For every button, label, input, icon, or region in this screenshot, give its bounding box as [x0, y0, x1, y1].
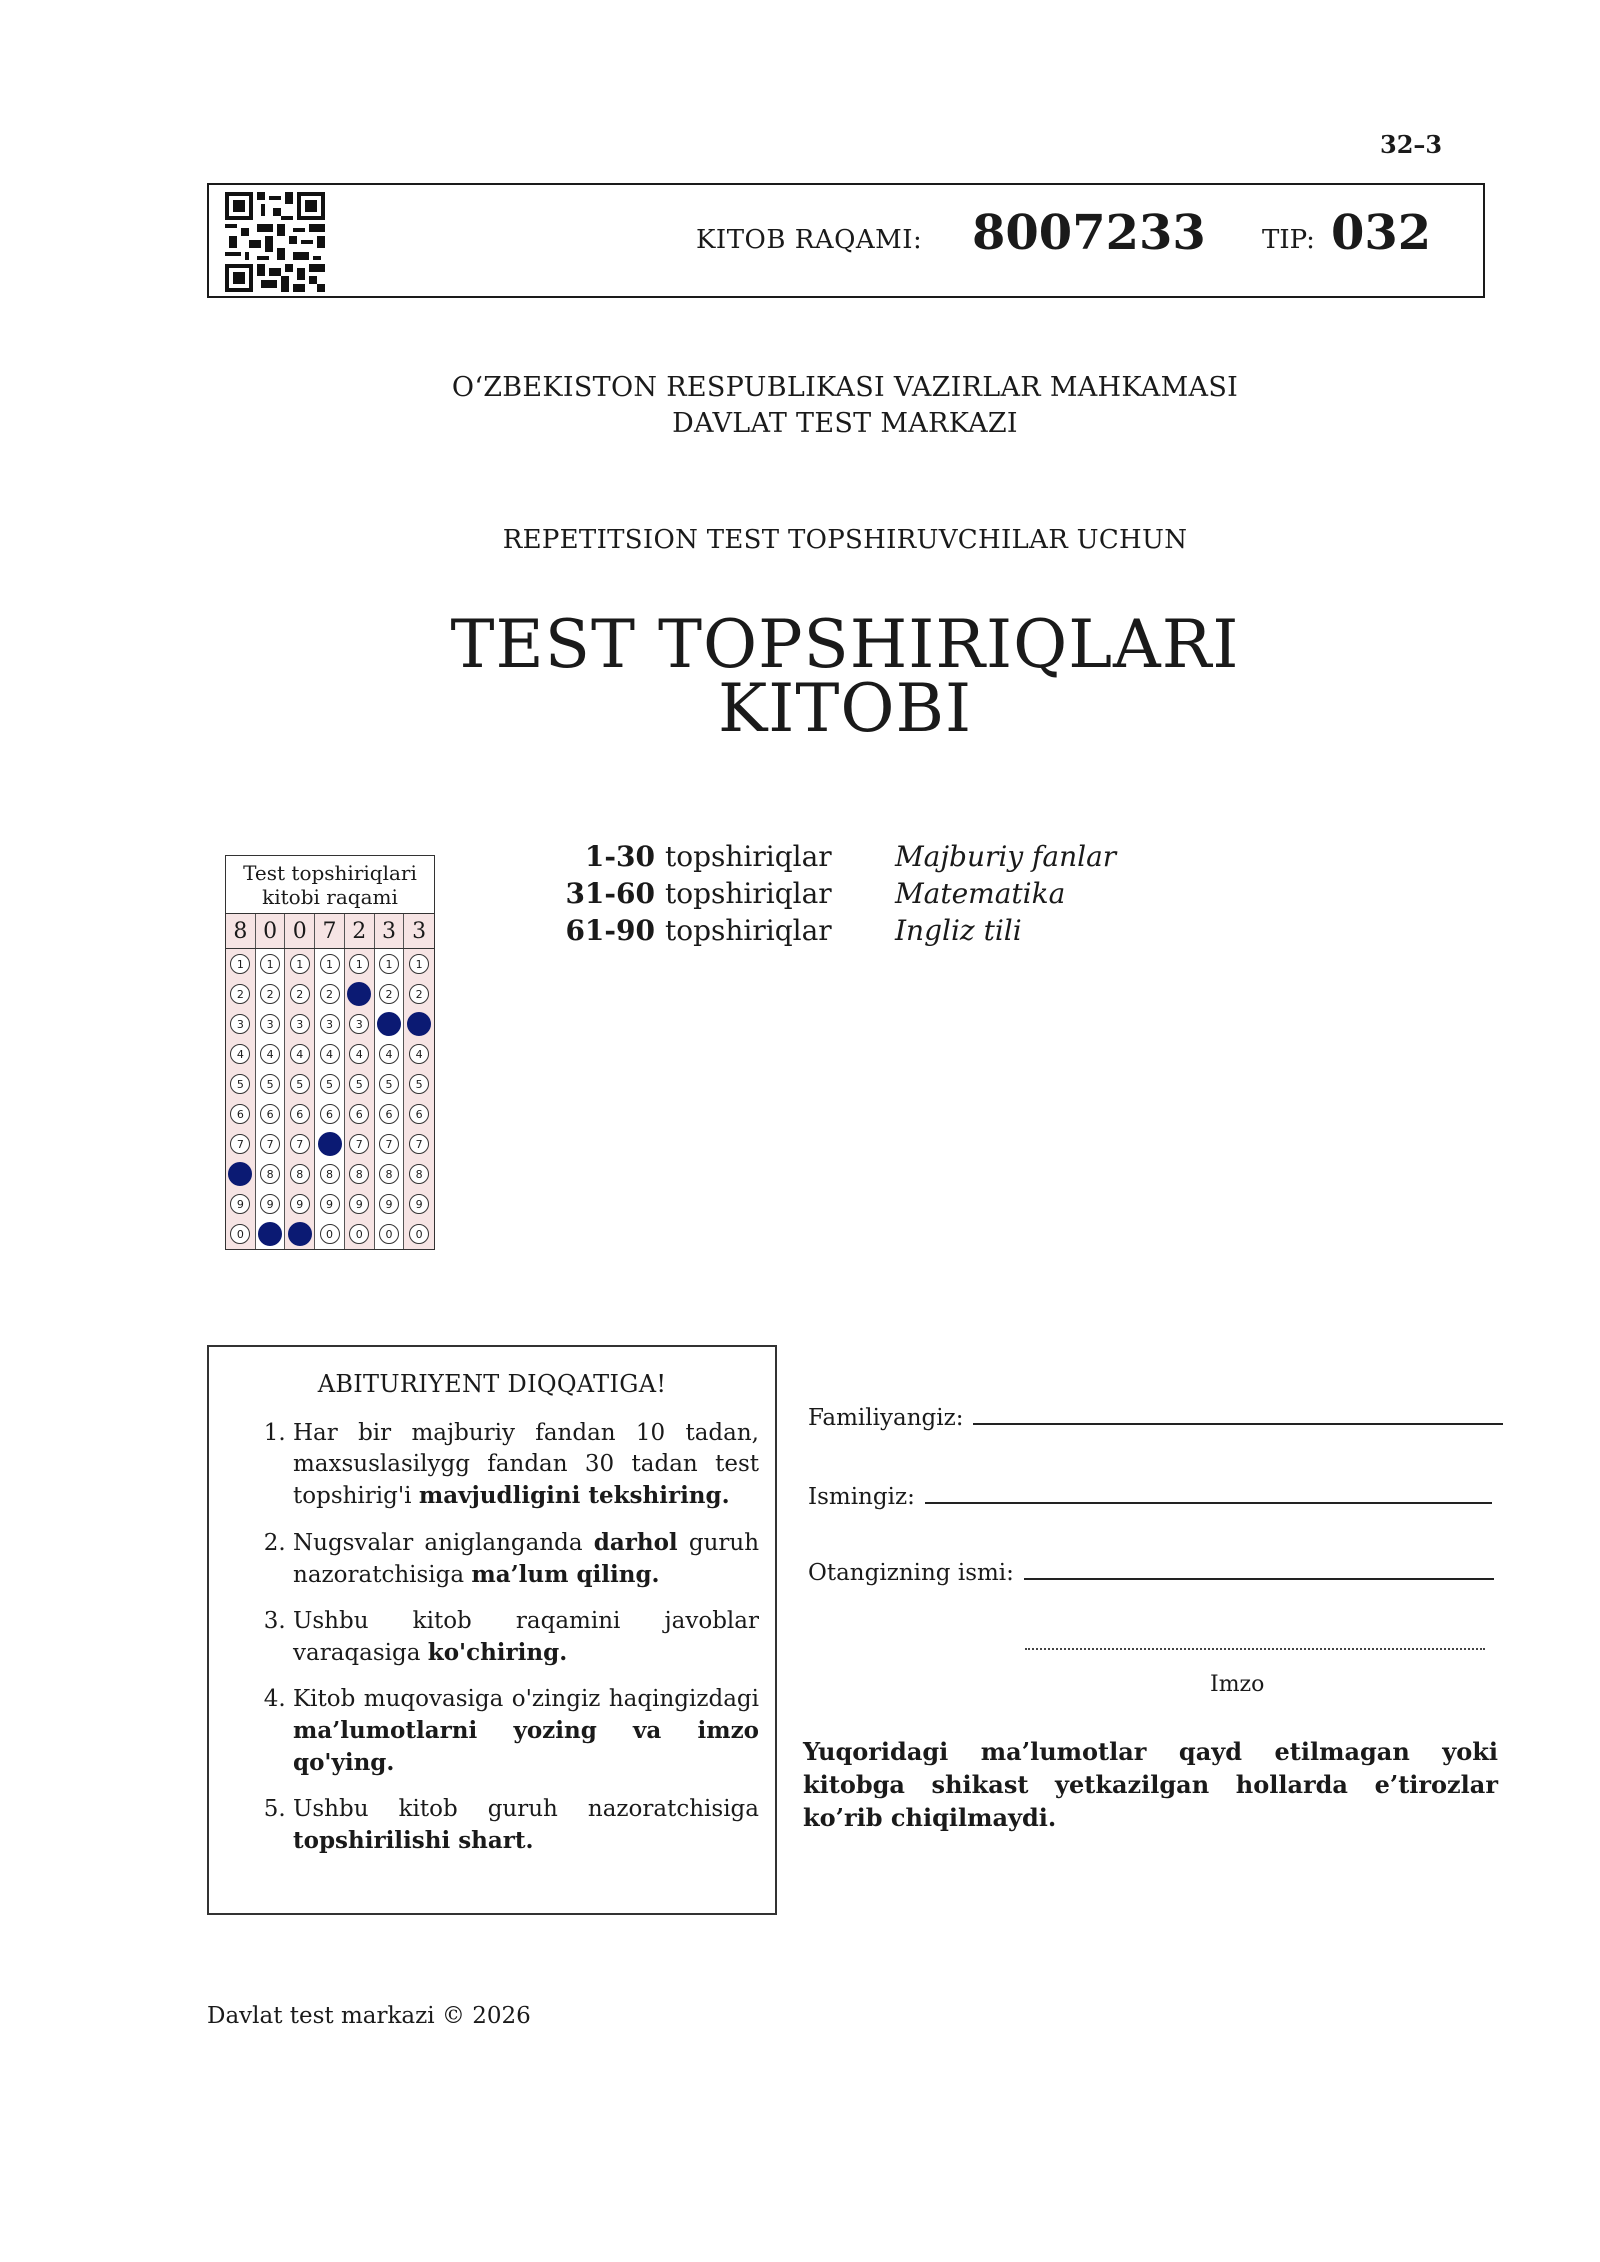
bubble[interactable]: 3 — [320, 1014, 340, 1034]
bubble[interactable]: 5 — [379, 1074, 399, 1094]
filled-bubble[interactable] — [377, 1012, 401, 1036]
bubble-cell — [315, 1189, 345, 1219]
bubble[interactable]: 2 — [320, 984, 340, 1004]
notice-item — [293, 1684, 759, 1779]
bubble-cell — [226, 1009, 256, 1039]
organization-line-1: O‘ZBEKISTON RESPUBLIKASI VAZIRLAR MAHKAMASI — [451, 372, 1239, 403]
bubble[interactable]: 1 — [349, 954, 369, 974]
bubble[interactable]: 4 — [230, 1044, 250, 1064]
bubble[interactable]: 6 — [230, 1104, 250, 1124]
bubble-cell — [345, 1009, 375, 1039]
notice-item-emphasis: ma’lumotlarni yozing va imzo qo'ying. — [293, 1717, 759, 1776]
bubble[interactable]: 0 — [349, 1224, 369, 1244]
bubble[interactable]: 2 — [290, 984, 310, 1004]
bubble-row — [226, 979, 434, 1009]
bubble-cell — [315, 1159, 345, 1189]
bubble-cell — [345, 1129, 375, 1159]
book-number-digit: 3 — [375, 914, 405, 948]
bubble-cell — [315, 1069, 345, 1099]
bubble-cell — [375, 1159, 405, 1189]
book-number-digit: 0 — [256, 914, 286, 948]
book-number-digit: 0 — [285, 914, 315, 948]
bubble-sheet-digits — [226, 914, 434, 949]
bubble[interactable]: 6 — [409, 1104, 429, 1124]
father-name-line[interactable] — [1024, 1578, 1494, 1580]
notice-item-text: Nugsvalar aniglanganda — [293, 1530, 594, 1556]
bubble[interactable]: 3 — [260, 1014, 280, 1034]
range-label: topshiriqlar — [665, 914, 832, 947]
bubble[interactable]: 1 — [260, 954, 280, 974]
bubble-cell — [404, 1159, 434, 1189]
notice-item — [293, 1418, 759, 1512]
bubble-cell — [256, 1189, 286, 1219]
bubble-cell — [375, 1099, 405, 1129]
bubble-cell — [256, 1129, 286, 1159]
bubble-cell — [345, 979, 375, 1009]
range-row — [560, 840, 1116, 877]
filled-bubble[interactable] — [228, 1162, 252, 1186]
name-label: Ismingiz: — [808, 1484, 915, 1510]
notice-item-emphasis: ma’lum qiling. — [471, 1561, 660, 1588]
filled-bubble[interactable] — [347, 982, 371, 1006]
bubble[interactable]: 7 — [349, 1134, 369, 1154]
bubble-cell — [256, 1039, 286, 1069]
bubble[interactable]: 7 — [290, 1134, 310, 1154]
bubble-cell — [315, 1099, 345, 1129]
bubble-cell — [404, 949, 434, 979]
surname-field[interactable] — [808, 1405, 1503, 1431]
filled-bubble[interactable] — [288, 1222, 312, 1246]
footer-copyright: Davlat test markazi © 2026 — [207, 2003, 531, 2029]
bubble-cell — [315, 1009, 345, 1039]
bubble[interactable]: 4 — [260, 1044, 280, 1064]
notice-item-text: guruh nazoratchisiga — [293, 1530, 760, 1588]
bubble[interactable]: 5 — [409, 1074, 429, 1094]
bubble-cell — [256, 979, 286, 1009]
bubble[interactable]: 1 — [230, 954, 250, 974]
bubble-cell — [315, 979, 345, 1009]
bubble[interactable]: 3 — [349, 1014, 369, 1034]
notice-item — [293, 1794, 759, 1857]
bubble-cell — [345, 1099, 375, 1129]
subtitle: REPETITSION TEST TOPSHIRUVCHILAR UCHUN — [502, 525, 1188, 555]
title-line-1: TEST TOPSHIRIQLARI — [450, 606, 1240, 683]
bubble-cell — [404, 1039, 434, 1069]
bubble[interactable]: 4 — [320, 1044, 340, 1064]
bubble-sheet-heading-line-2: kitobi raqami — [262, 885, 398, 909]
bubble[interactable]: 9 — [320, 1194, 340, 1214]
bubble[interactable]: 7 — [230, 1134, 250, 1154]
notice-item-text: Kitob muqovasiga o'zingiz haqingizdagi — [293, 1686, 759, 1712]
bubble-cell — [345, 1159, 375, 1189]
bubble-cell — [256, 949, 286, 979]
notice-item — [293, 1606, 759, 1669]
bubble-cell — [226, 979, 256, 1009]
bubble[interactable]: 1 — [409, 954, 429, 974]
bubble-cell — [345, 949, 375, 979]
bubble-cell — [285, 1159, 315, 1189]
bubble[interactable]: 0 — [230, 1224, 250, 1244]
bubble[interactable]: 0 — [379, 1224, 399, 1244]
bubble-cell — [256, 1159, 286, 1189]
bubble[interactable]: 6 — [320, 1104, 340, 1124]
bubble-cell — [226, 1189, 256, 1219]
range-numbers: 31-60 — [565, 877, 655, 910]
bubble[interactable]: 9 — [290, 1194, 310, 1214]
bubble[interactable]: 9 — [349, 1194, 369, 1214]
bubble[interactable]: 9 — [260, 1194, 280, 1214]
bubble[interactable]: 8 — [409, 1164, 429, 1184]
bubble-cell — [226, 1219, 256, 1249]
bubble[interactable]: 4 — [349, 1044, 369, 1064]
bubble[interactable]: 1 — [290, 954, 310, 974]
task-ranges — [560, 840, 1116, 951]
bubble-cell — [285, 979, 315, 1009]
bubble[interactable]: 6 — [379, 1104, 399, 1124]
bubble-cell — [285, 1039, 315, 1069]
bubble[interactable]: 0 — [320, 1224, 340, 1244]
bubble[interactable]: 1 — [379, 954, 399, 974]
bubble-row — [226, 1219, 434, 1249]
bubble-cell — [256, 1099, 286, 1129]
notice-item-emphasis: mavjudligini tekshiring. — [418, 1482, 730, 1509]
bubble[interactable]: 2 — [379, 984, 399, 1004]
bubble-row — [226, 949, 434, 979]
range-label: topshiriqlar — [665, 877, 832, 910]
bubble[interactable]: 4 — [379, 1044, 399, 1064]
bubble-cell — [285, 1129, 315, 1159]
bubble-cell — [226, 1069, 256, 1099]
bubble[interactable]: 2 — [230, 984, 250, 1004]
warning-text: Yuqoridagi ma’lumotlar qayd etilmagan yoki kitobga shikast yetkazilgan hollarda e’tirozlar ko’rib chiqilmaydi. — [803, 1737, 1498, 1832]
notice-item-emphasis: darhol — [593, 1529, 678, 1556]
bubble[interactable]: 5 — [349, 1074, 369, 1094]
bubble-cell — [226, 1099, 256, 1129]
book-number-label: KITOB RAQAMI: — [696, 225, 923, 255]
bubble[interactable]: 9 — [379, 1194, 399, 1214]
bubble-row — [226, 1069, 434, 1099]
book-number-digit: 7 — [315, 914, 345, 948]
notice-item-text: Ushbu kitob raqamini javoblar varaqasiga — [293, 1608, 759, 1666]
signature-label: Imzo — [1210, 1672, 1265, 1697]
bubble-cell — [256, 1219, 286, 1249]
range-subject: Ingliz tili — [895, 914, 1022, 947]
title-line-2: KITOBI — [717, 670, 973, 747]
bubble-cell — [404, 1129, 434, 1159]
name-field[interactable] — [808, 1484, 1492, 1510]
bubble-cell — [404, 1009, 434, 1039]
bubble-cell — [404, 1069, 434, 1099]
book-number-digit: 8 — [226, 914, 256, 948]
filled-bubble[interactable] — [258, 1222, 282, 1246]
bubble-cell — [345, 1039, 375, 1069]
surname-line[interactable] — [973, 1423, 1503, 1425]
bubble[interactable]: 6 — [290, 1104, 310, 1124]
notice-item-emphasis: ko'chiring. — [427, 1639, 568, 1666]
range-label: topshiriqlar — [665, 840, 832, 873]
bubble[interactable]: 4 — [290, 1044, 310, 1064]
bubble-cell — [375, 1219, 405, 1249]
bubble[interactable]: 8 — [260, 1164, 280, 1184]
bubble-cell — [226, 1159, 256, 1189]
bubble-cell — [315, 1219, 345, 1249]
bubble-cell — [345, 1069, 375, 1099]
bubble[interactable]: 8 — [349, 1164, 369, 1184]
page-number: 32–3 — [1380, 130, 1443, 159]
bubble-cell — [256, 1009, 286, 1039]
bubble-row — [226, 1099, 434, 1129]
bubble-cell — [285, 1009, 315, 1039]
notice-title: ABITURIYENT DIQQATIGA! — [317, 1370, 667, 1398]
bubble-cell — [315, 1039, 345, 1069]
bubble[interactable]: 8 — [290, 1164, 310, 1184]
bubble[interactable]: 5 — [320, 1074, 340, 1094]
bubble-cell — [375, 979, 405, 1009]
bubble-cell — [404, 979, 434, 1009]
father-name-label: Otangizning ismi: — [808, 1560, 1014, 1586]
bubble[interactable]: 9 — [230, 1194, 250, 1214]
name-line[interactable] — [925, 1502, 1492, 1504]
bubble-row — [226, 1159, 434, 1189]
range-row — [560, 914, 1116, 951]
bubble[interactable]: 6 — [260, 1104, 280, 1124]
bubble-cell — [226, 1129, 256, 1159]
bubble-cell — [345, 1189, 375, 1219]
bubble[interactable]: 8 — [320, 1164, 340, 1184]
bubble-sheet-grid — [226, 949, 434, 1249]
bubble[interactable]: 5 — [290, 1074, 310, 1094]
bubble[interactable]: 7 — [260, 1134, 280, 1154]
notice-item — [293, 1527, 759, 1591]
bubble[interactable]: 7 — [409, 1134, 429, 1154]
applicant-notice-box — [207, 1345, 777, 1915]
bubble-cell — [226, 1039, 256, 1069]
notice-item-text: Ushbu kitob guruh nazoratchisiga — [293, 1796, 759, 1822]
bubble-cell — [285, 949, 315, 979]
type-value: 032 — [1331, 205, 1432, 261]
bubble[interactable]: 3 — [290, 1014, 310, 1034]
bubble-row — [226, 1189, 434, 1219]
range-numbers: 1-30 — [584, 840, 655, 873]
signature-line[interactable] — [1025, 1648, 1485, 1650]
qr-code — [225, 192, 325, 292]
range-subject: Matematika — [895, 877, 1066, 910]
notice-item-text: Har bir majburiy fandan 10 tadan, maxsuslasilygg fandan 30 tadan test topshirig'i — [293, 1420, 759, 1509]
filled-bubble[interactable] — [318, 1132, 342, 1156]
bubble[interactable]: 0 — [409, 1224, 429, 1244]
bubble-cell — [404, 1099, 434, 1129]
bubble[interactable]: 8 — [379, 1164, 399, 1184]
range-subject: Majburiy fanlar — [895, 840, 1117, 873]
bubble-cell — [285, 1099, 315, 1129]
bubble-cell — [375, 1129, 405, 1159]
bubble-cell — [226, 949, 256, 979]
bubble-cell — [285, 1069, 315, 1099]
notice-item-emphasis: topshirilishi shart. — [293, 1827, 534, 1854]
bubble-cell — [375, 1039, 405, 1069]
bubble-cell — [285, 1219, 315, 1249]
bubble[interactable]: 2 — [409, 984, 429, 1004]
range-numbers: 61-90 — [565, 914, 655, 947]
organization-line-2: DAVLAT TEST MARKAZI — [672, 408, 1018, 439]
bubble-sheet-heading — [226, 856, 434, 914]
bubble-cell — [345, 1219, 375, 1249]
bubble-row — [226, 1129, 434, 1159]
surname-label: Familiyangiz: — [808, 1405, 964, 1431]
bubble-cell — [375, 1189, 405, 1219]
bubble[interactable]: 6 — [349, 1104, 369, 1124]
father-name-field[interactable] — [808, 1560, 1494, 1586]
bubble-cell — [256, 1069, 286, 1099]
bubble-cell — [404, 1219, 434, 1249]
bubble[interactable]: 3 — [230, 1014, 250, 1034]
book-number-digit: 3 — [404, 914, 434, 948]
bubble-row — [226, 1039, 434, 1069]
bubble[interactable]: 4 — [409, 1044, 429, 1064]
bubble-cell — [404, 1189, 434, 1219]
book-number-bubble-sheet — [225, 855, 435, 1250]
book-number-digit: 2 — [345, 914, 375, 948]
book-number: 8007233 — [972, 205, 1206, 261]
header-box — [207, 183, 1485, 298]
bubble-cell — [375, 949, 405, 979]
bubble[interactable]: 5 — [230, 1074, 250, 1094]
bubble-row — [226, 1009, 434, 1039]
filled-bubble[interactable] — [407, 1012, 431, 1036]
bubble-cell — [285, 1189, 315, 1219]
bubble[interactable]: 1 — [320, 954, 340, 974]
bubble[interactable]: 2 — [260, 984, 280, 1004]
bubble-cell — [315, 949, 345, 979]
type-label: TIP: — [1262, 225, 1315, 255]
bubble-cell — [375, 1009, 405, 1039]
bubble[interactable]: 7 — [379, 1134, 399, 1154]
range-row — [560, 877, 1116, 914]
notice-list — [259, 1418, 759, 1857]
bubble[interactable]: 5 — [260, 1074, 280, 1094]
bubble-cell — [375, 1069, 405, 1099]
bubble-sheet-heading-line-1: Test topshiriqlari — [243, 861, 417, 885]
bubble-cell — [315, 1129, 345, 1159]
bubble[interactable]: 9 — [409, 1194, 429, 1214]
